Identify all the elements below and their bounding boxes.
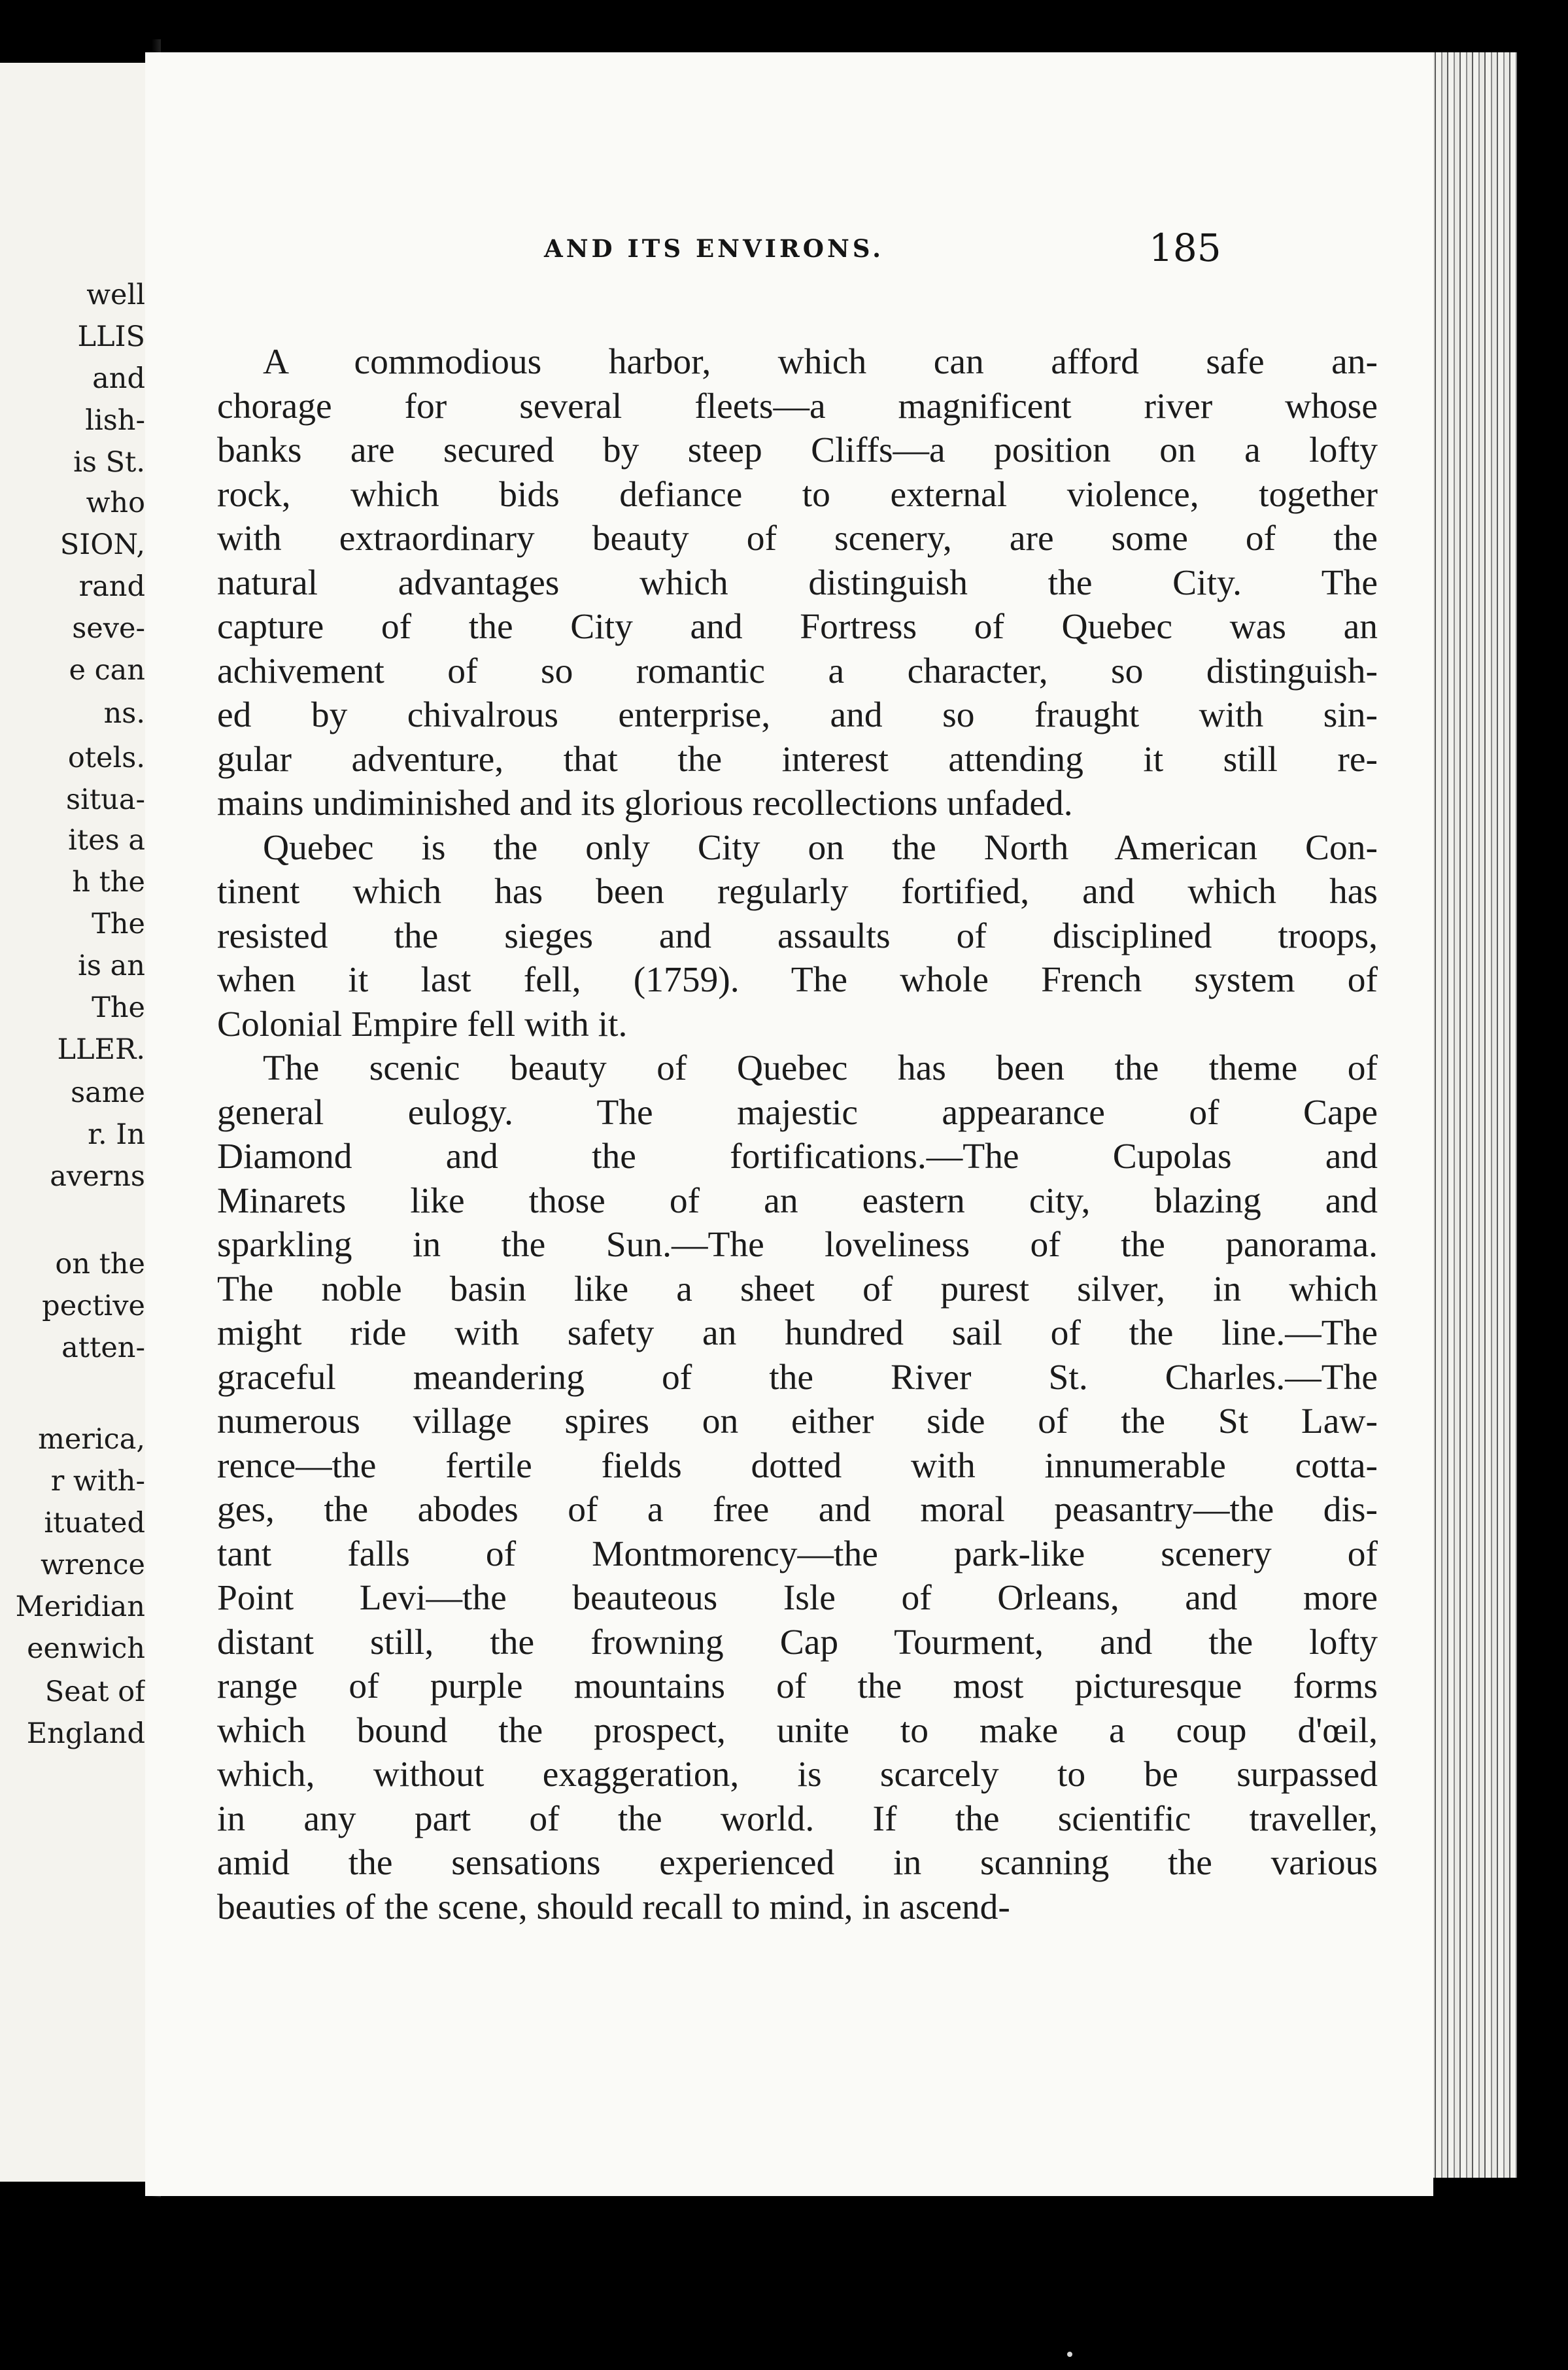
text-line: general eulogy. The majestic appearance of Cape — [217, 1092, 1378, 1133]
text-line: Quebec is the only City on the North American Con- — [263, 827, 1378, 868]
left-page-fragment: pective — [42, 1290, 145, 1322]
paragraph — [217, 1046, 1378, 1929]
text-line: graceful meandering of the River St. Charles.—The — [217, 1357, 1378, 1398]
running-head-title: AND ITS ENVIRONS. — [544, 234, 885, 263]
text-line: amid the sensations experienced in scanning the various — [217, 1843, 1378, 1883]
text-line: The scenic beauty of Quebec has been the theme of — [263, 1048, 1378, 1088]
text-line: Colonial Empire fell with it. — [217, 1004, 628, 1044]
left-page-fragment: The — [92, 908, 145, 940]
left-page-fragment: and — [92, 362, 145, 395]
left-page-fragment: wrence — [40, 1549, 145, 1581]
left-page-fragment: h the — [72, 866, 145, 899]
text-line: banks are secured by steep Cliffs—a position on a lofty — [217, 430, 1378, 470]
text-line: might ride with safety an hundred sail of the line.—The — [217, 1313, 1378, 1353]
text-line: in any part of the world. If the scientific traveller, — [217, 1798, 1378, 1839]
left-page-fragment: well — [86, 279, 145, 311]
running-head — [145, 226, 1433, 291]
text-line: ed by chivalrous enterprise, and so fraught with sin- — [217, 695, 1378, 735]
left-page-fragment: merica, — [38, 1423, 145, 1456]
left-page-fragment: ites a — [68, 824, 145, 857]
text-line: range of purple mountains of the most picturesque forms — [217, 1666, 1378, 1706]
text-line: sparkling in the Sun.—The loveliness of the panorama. — [217, 1225, 1378, 1265]
text-line: chorage for several fleets—a magnificent river whose — [217, 386, 1378, 426]
left-page-fragment: otels. — [67, 742, 145, 774]
body-text — [217, 340, 1378, 1929]
facing-page-left — [0, 63, 152, 2182]
text-line: resisted the sieges and assaults of disciplined troops, — [217, 916, 1378, 956]
left-page-fragment: seve- — [72, 612, 145, 645]
text-line: rence—the fertile fields dotted with innumerable cotta- — [217, 1445, 1378, 1486]
left-page-fragment: SION, — [60, 528, 145, 561]
page-number: 185 — [1149, 226, 1221, 270]
text-line: tinent which has been regularly fortified, and which has — [217, 872, 1378, 912]
left-page-fragment: England — [26, 1717, 145, 1750]
text-line: gular adventure, that the interest attending it still re- — [217, 739, 1378, 780]
text-line: natural advantages which distinguish the City. The — [217, 562, 1378, 603]
text-line: Point Levi—the beauteous Isle of Orleans, and more — [217, 1578, 1378, 1618]
left-page-fragment: situa- — [66, 783, 145, 816]
text-line: A commodious harbor, which can afford safe an- — [263, 342, 1378, 382]
left-page-fragment: r with- — [50, 1465, 145, 1498]
text-line: which bound the prospect, unite to make a coup d'œil, — [217, 1710, 1378, 1751]
left-page-fragment: LLIS — [77, 320, 145, 353]
scan-speck — [1067, 2352, 1072, 2357]
left-page-fragment: ituated — [44, 1507, 145, 1539]
left-page-fragment: Seat of — [44, 1675, 145, 1708]
text-line: with extraordinary beauty of scenery, are some of the — [217, 519, 1378, 558]
left-page-fragment: r. In — [88, 1118, 145, 1151]
left-page-fragment: ns. — [103, 697, 145, 730]
text-line: beauties of the scene, should recall to mind, in ascend- — [217, 1887, 1010, 1927]
text-line: ges, the abodes of a free and moral peasantry—the dis- — [217, 1490, 1378, 1530]
left-page-fragment: same — [71, 1076, 145, 1109]
left-page-fragment: e can — [69, 654, 145, 687]
left-page-fragment: Meridian — [15, 1590, 145, 1623]
left-page-fragment: atten- — [61, 1331, 145, 1364]
left-page-fragment: LLER. — [57, 1033, 145, 1066]
paragraph — [217, 826, 1378, 1047]
text-line: Minarets like those of an eastern city, blazing and — [217, 1180, 1378, 1221]
left-page-fragment: lish- — [85, 404, 145, 437]
text-line: achivement of so romantic a character, so distinguish- — [217, 651, 1378, 691]
left-page-fragment: averns — [50, 1160, 145, 1193]
text-line: capture of the City and Fortress of Quebec was an — [217, 607, 1378, 647]
text-line: when it last fell, (1759). The whole French system of — [217, 960, 1378, 1000]
left-page-fragment: on the — [55, 1248, 145, 1280]
left-page-fragment: The — [92, 991, 145, 1024]
text-line: numerous village spires on either side of the St Law- — [217, 1401, 1378, 1441]
left-page-fragment: is an — [78, 950, 145, 982]
left-page-fragment: eenwich — [27, 1632, 145, 1665]
text-line: tant falls of Montmorency—the park-like scenery of — [217, 1534, 1378, 1574]
left-page-fragment: rand — [78, 570, 145, 603]
text-line: distant still, the frowning Cap Tourment, and the lofty — [217, 1622, 1378, 1662]
book-page — [145, 52, 1433, 2196]
paragraph — [217, 340, 1378, 826]
text-line: mains undiminished and its glorious recollections unfaded. — [217, 783, 1073, 823]
text-line: Diamond and the fortifications.—The Cupolas and — [217, 1137, 1378, 1176]
left-page-fragment: who — [86, 487, 145, 519]
text-line: rock, which bids defiance to external violence, together — [217, 474, 1378, 515]
text-line: The noble basin like a sheet of purest silver, in which — [217, 1269, 1378, 1309]
left-page-fragment: is St. — [73, 446, 145, 479]
text-line: which, without exaggeration, is scarcely to be surpassed — [217, 1755, 1378, 1795]
